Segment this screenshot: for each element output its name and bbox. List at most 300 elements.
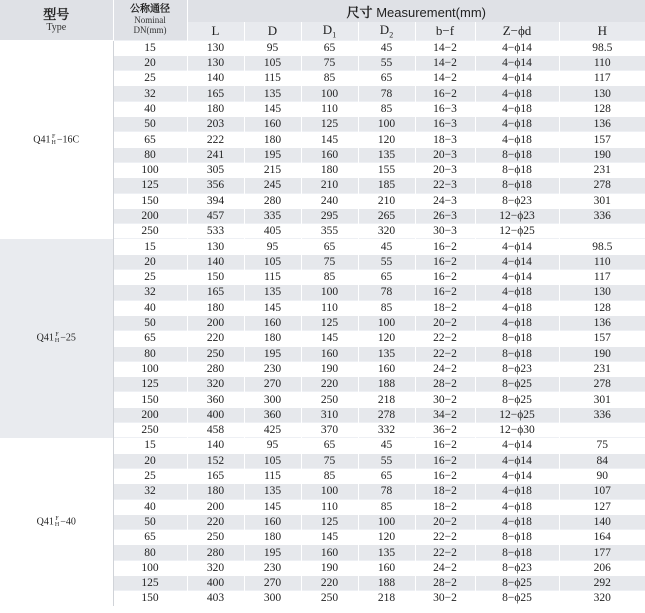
measurement-cell: 250 <box>187 530 244 545</box>
measurement-cell: 4−ϕ18 <box>475 300 559 315</box>
nominal-dn-cell: 15 <box>113 239 187 254</box>
measurement-cell: 190 <box>559 346 645 361</box>
measurement-cell: 220 <box>187 514 244 529</box>
measurement-cell: 75 <box>301 254 358 269</box>
measurement-cell: 136 <box>559 315 645 330</box>
measurement-cell: 4−ϕ14 <box>475 254 559 269</box>
measurement-cell: 130 <box>187 239 244 254</box>
measurement-cell: 12−ϕ30 <box>475 423 559 438</box>
measurement-cell: 8−ϕ25 <box>475 575 559 590</box>
table-body <box>0 40 645 605</box>
measurement-cell: 270 <box>244 377 301 392</box>
measurement-cell: 145 <box>301 530 358 545</box>
measurement-cell: 4−ϕ18 <box>475 132 559 147</box>
measurement-cell: 117 <box>559 270 645 285</box>
nominal-dn-cell: 150 <box>113 591 187 606</box>
measurement-cell: 16−2 <box>415 285 475 300</box>
measurement-cell: 45 <box>358 438 415 453</box>
measurement-cell: 180 <box>244 530 301 545</box>
measurement-cell: 320 <box>358 224 415 239</box>
measurement-cell: 130 <box>559 285 645 300</box>
column-header-label: D <box>267 22 278 38</box>
measurement-cell: 16−3 <box>415 101 475 116</box>
measurement-cell: 55 <box>358 254 415 269</box>
measurement-cell: 4−ϕ14 <box>475 438 559 453</box>
column-header-label: b−f <box>435 22 455 38</box>
measurement-cell: 135 <box>244 285 301 300</box>
measurement-cell: 165 <box>187 285 244 300</box>
measurement-cell: 195 <box>244 545 301 560</box>
measurement-cell: 206 <box>559 560 645 575</box>
measurement-cell: 98.5 <box>559 239 645 254</box>
measurement-cell: 65 <box>301 438 358 453</box>
column-header-diameter-D1 <box>301 22 358 40</box>
type-seal-material: F <box>52 133 56 140</box>
measurement-cell: 45 <box>358 239 415 254</box>
measurement-header-cn: 尺寸 <box>346 4 373 20</box>
measurement-cell: 425 <box>244 423 301 438</box>
measurement-cell: 355 <box>301 224 358 239</box>
nominal-dn-cell: 40 <box>113 101 187 116</box>
measurement-cell: 85 <box>301 468 358 483</box>
measurement-cell: 18−2 <box>415 499 475 514</box>
measurement-cell: 30−2 <box>415 392 475 407</box>
measurement-cell: 135 <box>244 484 301 499</box>
measurement-cell: 360 <box>244 407 301 422</box>
measurement-cell: 20−2 <box>415 514 475 529</box>
measurement-cell: 110 <box>301 499 358 514</box>
measurement-cell: 4−ϕ14 <box>475 40 559 55</box>
column-header-height-H <box>559 22 645 40</box>
measurement-cell: 45 <box>358 40 415 55</box>
measurement-cell: 278 <box>559 377 645 392</box>
measurement-cell: 215 <box>244 162 301 177</box>
measurement-cell: 115 <box>244 270 301 285</box>
measurement-cell: 160 <box>301 147 358 162</box>
measurement-cell: 75 <box>301 55 358 70</box>
column-header-label: L <box>211 22 220 38</box>
measurement-cell: 177 <box>559 545 645 560</box>
measurement-cell: 278 <box>358 407 415 422</box>
measurement-cell: 250 <box>187 346 244 361</box>
measurement-cell: 160 <box>358 560 415 575</box>
measurement-cell: 305 <box>187 162 244 177</box>
measurement-cell: 200 <box>187 499 244 514</box>
type-model-prefix: Q41 <box>36 515 54 527</box>
table-row <box>0 40 645 55</box>
measurement-cell: 24−2 <box>415 560 475 575</box>
measurement-cell: 230 <box>244 560 301 575</box>
measurement-cell: 4−ϕ18 <box>475 86 559 101</box>
type-cell <box>0 438 113 606</box>
measurement-cell: 85 <box>358 101 415 116</box>
nominal-dn-cell: 100 <box>113 162 187 177</box>
measurement-cell: 30−3 <box>415 224 475 239</box>
measurement-cell: 301 <box>559 193 645 208</box>
measurement-cell: 250 <box>301 591 358 606</box>
measurement-cell: 128 <box>559 101 645 116</box>
measurement-cell: 165 <box>187 86 244 101</box>
header-row-main <box>0 0 645 22</box>
measurement-cell: 78 <box>358 86 415 101</box>
measurement-cell: 336 <box>559 407 645 422</box>
measurement-cell: 28−2 <box>415 377 475 392</box>
type-pressure-suffix: −25 <box>60 332 76 344</box>
nominal-dn-cell: 200 <box>113 407 187 422</box>
measurement-cell: 65 <box>358 71 415 86</box>
nominal-dn-cell: 80 <box>113 545 187 560</box>
measurement-cell: 157 <box>559 132 645 147</box>
measurement-cell: 65 <box>358 468 415 483</box>
nominal-dn-cell: 100 <box>113 560 187 575</box>
measurement-cell: 278 <box>559 178 645 193</box>
measurement-cell: 85 <box>301 71 358 86</box>
measurement-cell: 265 <box>358 208 415 223</box>
measurement-cell: 320 <box>187 560 244 575</box>
measurement-cell: 127 <box>559 499 645 514</box>
nominal-dn-cell: 150 <box>113 193 187 208</box>
measurement-cell: 12−ϕ25 <box>475 407 559 422</box>
column-header-b-f <box>415 22 475 40</box>
measurement-cell: 78 <box>358 285 415 300</box>
measurement-cell: 4−ϕ18 <box>475 285 559 300</box>
type-cell <box>0 40 113 239</box>
measurement-cell: 180 <box>187 101 244 116</box>
measurement-cell: 55 <box>358 55 415 70</box>
measurement-cell: 75 <box>301 453 358 468</box>
measurement-cell: 280 <box>187 545 244 560</box>
measurement-cell: 24−3 <box>415 193 475 208</box>
measurement-cell: 16−2 <box>415 239 475 254</box>
measurement-cell: 8−ϕ18 <box>475 162 559 177</box>
measurement-cell: 12−ϕ23 <box>475 208 559 223</box>
measurement-cell: 320 <box>187 377 244 392</box>
measurement-cell: 16−2 <box>415 453 475 468</box>
measurement-cell: 145 <box>301 331 358 346</box>
measurement-cell: 4−ϕ14 <box>475 270 559 285</box>
measurement-cell: 65 <box>301 40 358 55</box>
measurement-cell: 36−2 <box>415 423 475 438</box>
measurement-cell: 241 <box>187 147 244 162</box>
measurement-cell: 120 <box>358 132 415 147</box>
measurement-cell: 100 <box>301 484 358 499</box>
measurement-cell: 8−ϕ25 <box>475 591 559 606</box>
nominal-dn-cell: 25 <box>113 270 187 285</box>
measurement-cell <box>559 423 645 438</box>
measurement-cell: 240 <box>301 193 358 208</box>
measurement-cell: 222 <box>187 132 244 147</box>
measurement-cell: 145 <box>244 101 301 116</box>
measurement-cell: 160 <box>301 545 358 560</box>
measurement-cell: 90 <box>559 468 645 483</box>
measurement-cell: 8−ϕ23 <box>475 193 559 208</box>
measurement-cell: 84 <box>559 453 645 468</box>
measurement-cell: 28−2 <box>415 575 475 590</box>
measurement-cell: 4−ϕ18 <box>475 101 559 116</box>
type-material-fraction <box>55 516 59 528</box>
measurement-cell: 8−ϕ25 <box>475 377 559 392</box>
measurement-cell: 270 <box>244 575 301 590</box>
measurement-cell: 85 <box>358 499 415 514</box>
measurement-header-en: Measurement(mm) <box>376 4 486 20</box>
measurement-cell: 195 <box>244 147 301 162</box>
nominal-dn-cell: 65 <box>113 132 187 147</box>
measurement-cell: 125 <box>301 117 358 132</box>
measurement-cell: 18−2 <box>415 484 475 499</box>
measurement-cell: 8−ϕ25 <box>475 392 559 407</box>
measurement-cell: 30−2 <box>415 591 475 606</box>
measurement-cell: 18−3 <box>415 132 475 147</box>
measurement-cell: 98.5 <box>559 40 645 55</box>
column-header-label: H <box>597 22 607 38</box>
measurement-cell: 20−2 <box>415 315 475 330</box>
measurement-cell: 200 <box>187 315 244 330</box>
measurement-cell: 65 <box>301 239 358 254</box>
measurement-cell: 100 <box>301 86 358 101</box>
measurement-cell: 185 <box>358 178 415 193</box>
measurement-cell: 100 <box>301 285 358 300</box>
measurement-cell: 310 <box>301 407 358 422</box>
measurement-cell: 125 <box>301 514 358 529</box>
nominal-header-en: Nominal <box>134 15 166 26</box>
measurement-cell: 4−ϕ14 <box>475 453 559 468</box>
measurement-cell: 180 <box>244 331 301 346</box>
measurement-cell: 95 <box>244 239 301 254</box>
measurement-cell: 65 <box>358 270 415 285</box>
measurement-cell: 360 <box>187 392 244 407</box>
type-header-cn: 型号 <box>43 6 70 22</box>
measurement-cell: 95 <box>244 438 301 453</box>
measurement-cell: 20−3 <box>415 162 475 177</box>
measurement-cell: 140 <box>187 254 244 269</box>
measurement-cell: 8−ϕ23 <box>475 560 559 575</box>
measurement-cell: 165 <box>187 468 244 483</box>
nominal-dn-cell: 40 <box>113 499 187 514</box>
measurement-header <box>187 0 645 22</box>
nominal-dn-cell: 100 <box>113 361 187 376</box>
measurement-cell: 220 <box>301 575 358 590</box>
measurement-cell: 295 <box>301 208 358 223</box>
measurement-cell: 12−ϕ25 <box>475 224 559 239</box>
measurement-cell: 245 <box>244 178 301 193</box>
measurement-cell: 145 <box>244 300 301 315</box>
nominal-dn-cell: 32 <box>113 86 187 101</box>
measurement-cell: 105 <box>244 254 301 269</box>
measurement-cell: 100 <box>358 315 415 330</box>
measurement-cell: 135 <box>358 147 415 162</box>
measurement-cell: 4−ϕ14 <box>475 71 559 86</box>
measurement-cell: 231 <box>559 162 645 177</box>
measurement-cell: 190 <box>559 147 645 162</box>
measurement-cell: 155 <box>358 162 415 177</box>
measurement-cell: 14−2 <box>415 55 475 70</box>
nominal-dn-cell: 80 <box>113 147 187 162</box>
measurement-cell: 157 <box>559 331 645 346</box>
measurement-cell: 22−2 <box>415 346 475 361</box>
measurement-cell: 135 <box>358 346 415 361</box>
measurement-cell: 188 <box>358 377 415 392</box>
measurement-cell: 100 <box>358 117 415 132</box>
measurement-cell: 188 <box>358 575 415 590</box>
table-row <box>0 239 645 254</box>
measurement-cell: 136 <box>559 117 645 132</box>
measurement-cell: 400 <box>187 575 244 590</box>
measurement-cell: 18−2 <box>415 300 475 315</box>
measurement-cell: 533 <box>187 224 244 239</box>
measurement-cell: 218 <box>358 392 415 407</box>
measurement-cell: 280 <box>187 361 244 376</box>
measurement-cell: 22−2 <box>415 545 475 560</box>
measurement-cell: 8−ϕ23 <box>475 361 559 376</box>
measurement-cell: 292 <box>559 575 645 590</box>
type-cell <box>0 239 113 438</box>
measurement-cell: 14−2 <box>415 71 475 86</box>
type-seal-material: F <box>55 332 59 339</box>
measurement-cell: 125 <box>301 315 358 330</box>
measurement-cell: 4−ϕ18 <box>475 315 559 330</box>
measurement-cell: 145 <box>301 132 358 147</box>
nominal-dn-cell: 250 <box>113 224 187 239</box>
type-material-fraction <box>55 332 59 344</box>
measurement-cell: 140 <box>187 438 244 453</box>
measurement-cell: 110 <box>301 300 358 315</box>
column-header-diameter-D <box>244 22 301 40</box>
measurement-cell: 8−ϕ18 <box>475 147 559 162</box>
measurement-cell: 120 <box>358 331 415 346</box>
measurement-cell: 152 <box>187 453 244 468</box>
measurement-cell: 180 <box>301 162 358 177</box>
nominal-dn-cell: 50 <box>113 514 187 529</box>
measurement-cell: 4−ϕ18 <box>475 484 559 499</box>
measurement-cell: 160 <box>244 117 301 132</box>
measurement-cell: 26−3 <box>415 208 475 223</box>
measurement-cell: 190 <box>301 560 358 575</box>
measurement-cell: 130 <box>559 86 645 101</box>
column-header-subscript: 2 <box>389 30 394 40</box>
measurement-cell: 16−2 <box>415 270 475 285</box>
measurement-cell: 110 <box>559 254 645 269</box>
nominal-dn-cell: 125 <box>113 377 187 392</box>
measurement-cell: 8−ϕ18 <box>475 178 559 193</box>
measurement-cell: 180 <box>187 484 244 499</box>
measurement-cell: 115 <box>244 468 301 483</box>
measurement-cell: 4−ϕ18 <box>475 499 559 514</box>
measurement-cell: 4−ϕ18 <box>475 514 559 529</box>
measurement-cell: 22−2 <box>415 530 475 545</box>
measurement-cell: 164 <box>559 530 645 545</box>
type-seat-material: H <box>54 338 60 345</box>
measurement-cell: 16−2 <box>415 86 475 101</box>
measurement-cell: 160 <box>301 346 358 361</box>
measurement-cell: 220 <box>301 377 358 392</box>
measurement-cell: 20−3 <box>415 147 475 162</box>
table-row <box>0 438 645 453</box>
measurement-cell: 128 <box>559 300 645 315</box>
nominal-dn-cell: 15 <box>113 438 187 453</box>
measurement-cell: 8−ϕ18 <box>475 331 559 346</box>
measurement-cell: 16−2 <box>415 468 475 483</box>
measurement-cell: 16−3 <box>415 117 475 132</box>
measurement-cell: 4−ϕ14 <box>475 239 559 254</box>
measurement-cell: 105 <box>244 453 301 468</box>
measurement-cell: 403 <box>187 591 244 606</box>
measurement-cell: 4−ϕ18 <box>475 117 559 132</box>
measurement-cell: 16−2 <box>415 254 475 269</box>
type-seal-material: F <box>55 515 59 522</box>
measurement-cell: 457 <box>187 208 244 223</box>
nominal-dn-cell: 20 <box>113 453 187 468</box>
measurement-cell: 107 <box>559 484 645 499</box>
measurement-cell: 130 <box>187 55 244 70</box>
measurement-cell: 135 <box>244 86 301 101</box>
measurement-cell: 140 <box>187 71 244 86</box>
measurement-cell: 160 <box>358 361 415 376</box>
column-header-diameter-D2 <box>358 22 415 40</box>
measurement-cell: 4−ϕ14 <box>475 55 559 70</box>
measurement-cell: 95 <box>244 40 301 55</box>
nominal-dn-cell: 250 <box>113 423 187 438</box>
measurement-cell: 218 <box>358 591 415 606</box>
measurement-cell: 105 <box>244 55 301 70</box>
column-header-subscript: 1 <box>332 30 337 40</box>
measurement-cell: 4−ϕ14 <box>475 468 559 483</box>
column-header-z-phi-d <box>475 22 559 40</box>
measurement-cell: 335 <box>244 208 301 223</box>
measurement-cell: 160 <box>244 514 301 529</box>
nominal-dn-cell: 65 <box>113 530 187 545</box>
nominal-dn-cell: 50 <box>113 315 187 330</box>
measurement-cell: 85 <box>358 300 415 315</box>
column-header-label: Z−ϕd <box>502 22 532 38</box>
column-header-label: D <box>379 22 390 37</box>
measurement-cell: 301 <box>559 392 645 407</box>
measurement-cell: 280 <box>244 193 301 208</box>
nominal-dn-cell: 15 <box>113 40 187 55</box>
type-pressure-suffix: −16C <box>56 133 80 145</box>
nominal-header-unit: DN(mm) <box>133 25 167 36</box>
measurement-cell: 8−ϕ18 <box>475 530 559 545</box>
nominal-dn-cell: 25 <box>113 468 187 483</box>
nominal-dn-cell: 20 <box>113 254 187 269</box>
measurement-cell: 250 <box>301 392 358 407</box>
measurement-cell: 336 <box>559 208 645 223</box>
nominal-dn-cell: 200 <box>113 208 187 223</box>
measurement-cell: 210 <box>301 178 358 193</box>
nominal-dn-cell: 32 <box>113 484 187 499</box>
nominal-header-cn: 公称通径 <box>130 4 170 16</box>
measurement-cell <box>559 224 645 239</box>
nominal-dn-cell: 80 <box>113 346 187 361</box>
measurement-cell: 300 <box>244 591 301 606</box>
measurement-cell: 220 <box>187 331 244 346</box>
measurement-cell: 195 <box>244 346 301 361</box>
measurement-cell: 190 <box>301 361 358 376</box>
measurement-cell: 140 <box>559 514 645 529</box>
nominal-dn-cell: 125 <box>113 575 187 590</box>
measurement-cell: 230 <box>244 361 301 376</box>
measurement-cell: 203 <box>187 117 244 132</box>
measurement-cell: 356 <box>187 178 244 193</box>
measurement-cell: 210 <box>358 193 415 208</box>
nominal-dn-cell: 32 <box>113 285 187 300</box>
measurement-cell: 78 <box>358 484 415 499</box>
nominal-dn-cell: 65 <box>113 331 187 346</box>
measurement-cell: 231 <box>559 361 645 376</box>
measurement-cell: 130 <box>187 40 244 55</box>
measurement-cell: 320 <box>559 591 645 606</box>
nominal-column-header <box>113 0 187 40</box>
nominal-dn-cell: 25 <box>113 71 187 86</box>
